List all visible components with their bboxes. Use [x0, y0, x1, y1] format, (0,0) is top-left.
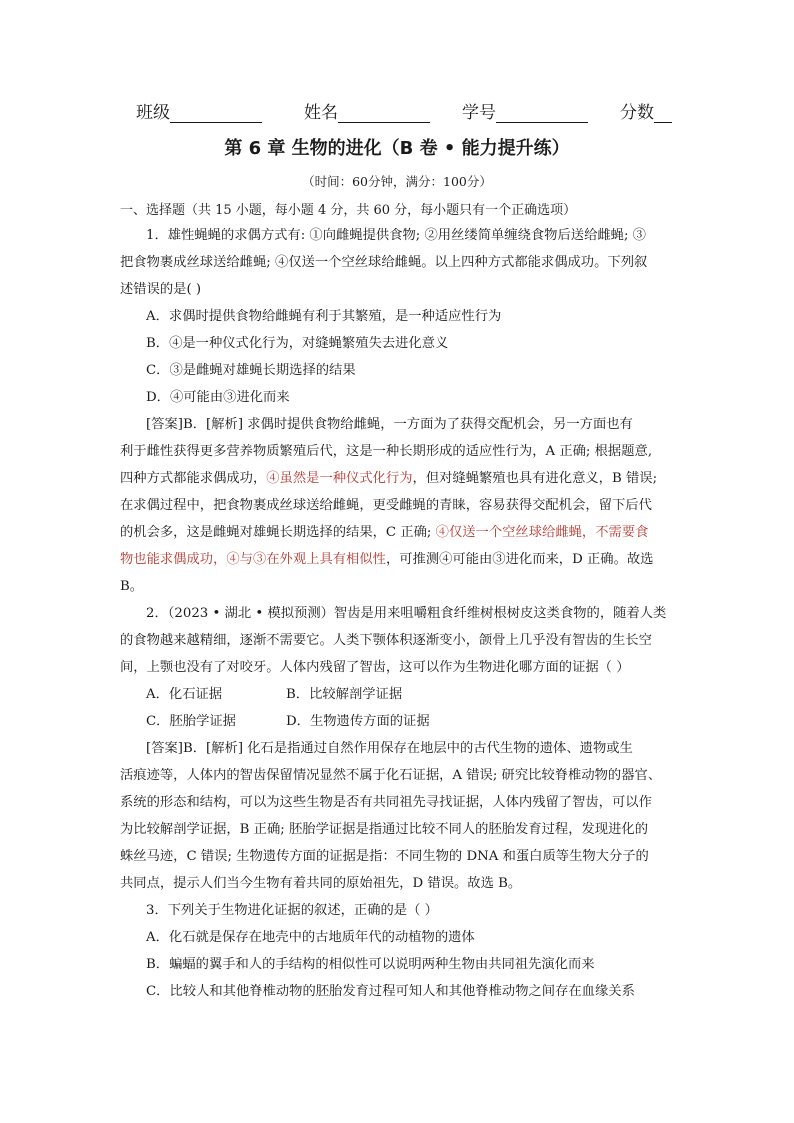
q2-option-d[interactable]: D．生物遗传方面的证据	[286, 714, 430, 729]
q1-option-d[interactable]: D．④可能由③进化而来	[146, 390, 290, 405]
student-id-blank[interactable]	[496, 104, 588, 123]
q1-answer-line: 利于雌性获得更多营养物质繁殖后代，这是一种长期形成的适应性行为，A 正确; 根据题意,	[120, 444, 653, 459]
q1-option-a[interactable]: A．求偶时提供食物给雌蝇有利于其繁殖，是一种适应性行为	[146, 309, 502, 324]
student-info-header	[136, 98, 676, 122]
q2-option-a[interactable]: A．化石证据	[146, 687, 223, 702]
q2-answer-line: 蛛丝马迹，C 错误; 生物遗传方面的证据是指：不同生物的 DNA 和蛋白质等生物大分子的	[120, 849, 649, 864]
page-title: 第 6 章 生物的进化（B 卷 • 能力提升练）	[224, 138, 570, 159]
exam-time-info: （时间：60分钟，满分：100分）	[302, 174, 492, 189]
q3-option-c[interactable]: C．比较人和其他脊椎动物的胚胎发育过程可知人和其他脊椎动物之间存在血缘关系	[146, 984, 635, 999]
q1-option-c[interactable]: C．③是雌蝇对雄蝇长期选择的结果	[146, 363, 356, 378]
q2-answer-line: [答案]B．[解析] 化石是指通过自然作用保存在地层中的古代生物的遗体、遗物或生	[146, 741, 633, 756]
q1-answer-line: B。	[120, 579, 144, 594]
q2-answer-line: 活痕迹等，人体内的智齿保留情况显然不属于化石证据，A 错误; 研究比较脊椎动物的器官、	[120, 768, 662, 783]
section-heading: 一、选择题（共 15 小题，每小题 4 分，共 60 分，每小题只有一个正确选项）	[120, 203, 577, 218]
student-id-label: 学号	[462, 103, 496, 123]
q1-answer-text: ，但对缝蝇繁殖也具有进化意义，B 错误;	[412, 471, 658, 486]
q2-option-c[interactable]: C．胚胎学证据	[146, 714, 236, 729]
q2-option-b[interactable]: B．比较解剖学证据	[286, 687, 403, 702]
q1-answer-line: 在求偶过程中，把食物裹成丝球送给雌蝇，更受雌蝇的青睐，容易获得交配机会，留下后代	[120, 498, 652, 513]
q1-answer-highlight: ④仅送一个空丝球给雌蝇，不需要食	[431, 525, 649, 540]
score-label: 分数	[620, 103, 654, 123]
class-label: 班级	[136, 103, 170, 123]
q2-stem-line: 的食物越来越精细，逐渐不需要它。人类下颚体积逐渐变小，颌骨上几乎没有智齿的生长空	[120, 633, 652, 648]
name-blank[interactable]	[338, 104, 430, 123]
class-blank[interactable]	[170, 104, 262, 123]
name-label: 姓名	[304, 103, 338, 123]
q1-answer-line	[120, 550, 653, 570]
q1-answer-highlight: 物也能求偶成功，	[120, 552, 227, 567]
q2-stem-line: 2．（2023 • 湖北 • 模拟预测）智齿是用来咀嚼粗食纤维树根树皮这类食物的，随着人类	[146, 606, 667, 621]
q1-answer-line	[120, 523, 648, 543]
student-id-field[interactable]	[462, 98, 588, 123]
q1-answer-text: 四种方式都能求偶成功，	[120, 471, 267, 486]
q1-answer-text: ，可推测④可能由③进化而来，D 正确。故选	[385, 552, 654, 567]
q1-answer-highlight: ④虽然是一种仪式化行为	[266, 471, 413, 486]
score-blank[interactable]	[654, 104, 672, 123]
q1-stem-line: 1．雄性蝇蝇的求偶方式有: ①向雌蝇提供食物; ②用丝缕简单缠绕食物后送给雌蝇; ③	[146, 228, 646, 243]
q1-option-b[interactable]: B．④是一种仪式化行为，对缝蝇繁殖失去进化意义	[146, 336, 449, 351]
class-field[interactable]	[136, 98, 262, 123]
q1-stem-line: 把食物裹成丝球送给雌蝇; ④仅送一个空丝球给雌蝇。以上四种方式都能求偶成功。下列叙	[120, 255, 648, 270]
q2-stem-line: 间，上颚也没有了对咬牙。人体内残留了智齿，这可以作为生物进化哪方面的证据（ ）	[120, 660, 630, 675]
q2-answer-line: 共同点，提示人们当今生物有着共同的原始祖先，D 错误。故选 B。	[120, 876, 522, 891]
q3-option-a[interactable]: A．化石就是保存在地壳中的古地质年代的动植物的遗体	[146, 930, 475, 945]
q2-answer-line: 为比较解剖学证据，B 正确; 胚胎学证据是指通过比较不同人的胚胎发育过程，发现进化的	[120, 822, 648, 837]
q3-option-b[interactable]: B．蝙蝠的翼手和人的手结构的相似性可以说明两种生物由共同祖先演化而来	[146, 957, 595, 972]
q2-answer-line: 系统的形态和结构，可以为这些生物是否有共同祖先寻找证据，人体内残留了智齿，可以作	[120, 795, 652, 810]
q1-answer-line	[120, 469, 657, 489]
score-field[interactable]	[620, 98, 672, 123]
q1-answer-text: 的机会多，这是雌蝇对雄蝇长期选择的结果，C 正确;	[120, 525, 432, 540]
q3-stem-line: 3．下列关于生物进化证据的叙述，正确的是（ ）	[146, 903, 438, 918]
q1-answer-line: [答案]B．[解析] 求偶时提供食物给雌蝇，一方面为了获得交配机会，另一方面也有	[146, 417, 633, 432]
q1-answer-highlight: ④与③在外观上具有相似性	[226, 552, 386, 567]
name-field[interactable]	[304, 98, 430, 123]
q1-stem-line: 述错误的是( )	[120, 282, 202, 297]
